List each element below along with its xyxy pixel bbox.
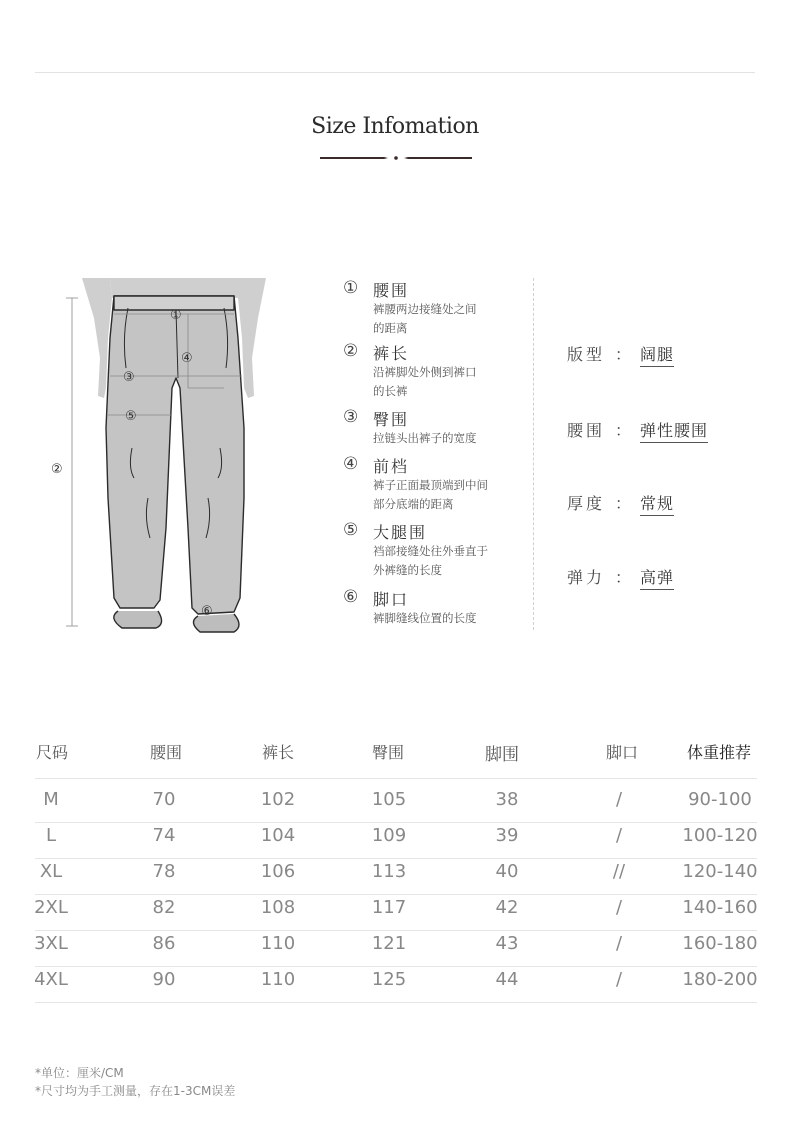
table-cell: /: [615, 933, 623, 954]
legend-name: 裤长: [373, 344, 410, 363]
table-cell: 43: [495, 933, 519, 954]
legend-num: ⑥: [343, 587, 359, 607]
legend-name: 臀围: [373, 410, 410, 429]
attr-elasticity: [567, 565, 777, 593]
table-cell: /: [615, 969, 623, 990]
table-rule: [35, 1002, 757, 1003]
note-error: *尺寸均为手工测量，存在1-3CM误差: [35, 1084, 236, 1098]
pants-measurement-figure: [48, 278, 278, 638]
legend-num: ①: [343, 278, 359, 298]
th-leg-girth: 脚围: [485, 745, 519, 765]
legend-desc-line: 沿裤脚处外侧到裤口: [373, 365, 477, 379]
note-unit: *单位：厘米/CM: [35, 1066, 124, 1080]
table-cell: 105: [371, 789, 407, 810]
attr-value: 高弹: [640, 565, 674, 590]
table-cell: L: [45, 825, 57, 846]
attr-label: 厚度: [567, 494, 606, 513]
table-cell: 110: [260, 933, 296, 954]
vertical-divider: [533, 278, 534, 630]
table-cell: 102: [260, 789, 296, 810]
table-rule: [35, 822, 757, 823]
table-cell: 113: [371, 861, 407, 882]
legend-num: ④: [343, 454, 359, 474]
legend-desc: [373, 300, 523, 337]
legend-desc: [373, 542, 523, 579]
legend-desc-line: 部分底端的距离: [373, 496, 454, 511]
marker-1: ①: [170, 308, 182, 323]
legend-num: ②: [343, 341, 359, 361]
attr-label: 弹力: [567, 568, 606, 587]
legend-desc: [373, 429, 523, 448]
marker-6: ⑥: [201, 604, 213, 619]
marker-3: ③: [123, 370, 135, 385]
th-leg-opening: 脚口: [606, 743, 639, 762]
table-cell: 121: [371, 933, 407, 954]
table-cell: 44: [495, 969, 519, 990]
table-cell: 2XL: [34, 897, 68, 918]
legend-desc-line: 裤脚缝线位置的长度: [373, 611, 477, 625]
table-cell: 108: [260, 897, 296, 918]
legend-num: ③: [343, 407, 359, 427]
th-length: 裤长: [262, 743, 295, 762]
attr-colon: ：: [615, 345, 632, 364]
table-cell: 78: [152, 861, 176, 882]
table-cell: 120-140: [682, 861, 758, 882]
table-cell: /: [615, 897, 623, 918]
table-rule: [35, 778, 757, 779]
attr-waist: [567, 418, 777, 446]
legend-desc: [373, 476, 523, 513]
legend-desc-line: 裆部接缝处往外垂直于: [373, 544, 488, 558]
table-cell: 106: [260, 861, 296, 882]
table-cell: M: [43, 789, 59, 810]
table-rule: [35, 894, 757, 895]
table-cell: 117: [371, 897, 407, 918]
attr-colon: ：: [615, 568, 632, 587]
pants-outline: [106, 296, 244, 632]
legend-desc: [373, 609, 523, 628]
table-cell: /: [615, 825, 623, 846]
legend-desc-line: 的距离: [373, 320, 408, 335]
attr-value: 常规: [640, 491, 674, 516]
table-cell: 100-120: [682, 825, 758, 846]
table-rule: [35, 966, 757, 967]
top-divider: [35, 72, 755, 73]
marker-2: ②: [51, 462, 63, 477]
footnotes: [35, 1064, 235, 1100]
table-cell: 104: [260, 825, 296, 846]
legend-name: 脚口: [373, 590, 410, 609]
table-cell: 160-180: [682, 933, 758, 954]
attr-label: 腰围: [567, 421, 606, 440]
table-cell: //: [612, 861, 626, 882]
table-cell: 70: [152, 789, 176, 810]
table-cell: 125: [371, 969, 407, 990]
th-waist: 腰围: [150, 743, 183, 762]
attr-value: 阔腿: [640, 342, 674, 367]
legend-name: 大腿围: [373, 523, 428, 542]
th-size: 尺码: [36, 743, 69, 762]
attr-value: 弹性腰围: [640, 418, 708, 443]
table-cell: 42: [495, 897, 519, 918]
attr-fit: [567, 342, 777, 370]
title-ornament: [318, 152, 474, 164]
legend-desc-line: 的长裤: [373, 383, 408, 398]
table-cell: 110: [260, 969, 296, 990]
table-rule: [35, 930, 757, 931]
legend-desc: [373, 363, 523, 400]
table-cell: 4XL: [34, 969, 68, 990]
table-cell: 40: [495, 861, 519, 882]
legend-desc-line: 外裤缝的长度: [373, 562, 442, 577]
table-cell: 90: [152, 969, 176, 990]
table-cell: 86: [152, 933, 176, 954]
table-rule: [35, 858, 757, 859]
page-title: Size Infomation: [311, 114, 479, 139]
table-cell: 140-160: [682, 897, 758, 918]
legend-num: ⑤: [343, 520, 359, 540]
marker-5: ⑤: [125, 409, 137, 424]
legend-name: 腰围: [373, 281, 410, 300]
table-cell: 3XL: [34, 933, 68, 954]
th-weight: 体重推荐: [687, 743, 752, 762]
table-cell: 109: [371, 825, 407, 846]
legend-desc-line: 拉链头出裤子的宽度: [373, 431, 477, 445]
th-hip: 臀围: [372, 743, 405, 762]
table-cell: 39: [495, 825, 519, 846]
attr-thickness: [567, 491, 777, 519]
table-cell: 74: [152, 825, 176, 846]
legend-desc-line: 裤子正面最顶端到中间: [373, 478, 488, 492]
legend-desc-line: 裤腰两边接缝处之间: [373, 302, 477, 316]
attr-colon: ：: [615, 421, 632, 440]
table-cell: /: [615, 789, 623, 810]
legend-name: 前档: [373, 457, 410, 476]
table-cell: XL: [39, 861, 63, 882]
table-cell: 180-200: [682, 969, 758, 990]
attr-colon: ：: [615, 494, 632, 513]
table-cell: 90-100: [688, 789, 752, 810]
table-cell: 38: [495, 789, 519, 810]
table-cell: 82: [152, 897, 176, 918]
attr-label: 版型: [567, 345, 606, 364]
marker-4: ④: [181, 351, 193, 366]
